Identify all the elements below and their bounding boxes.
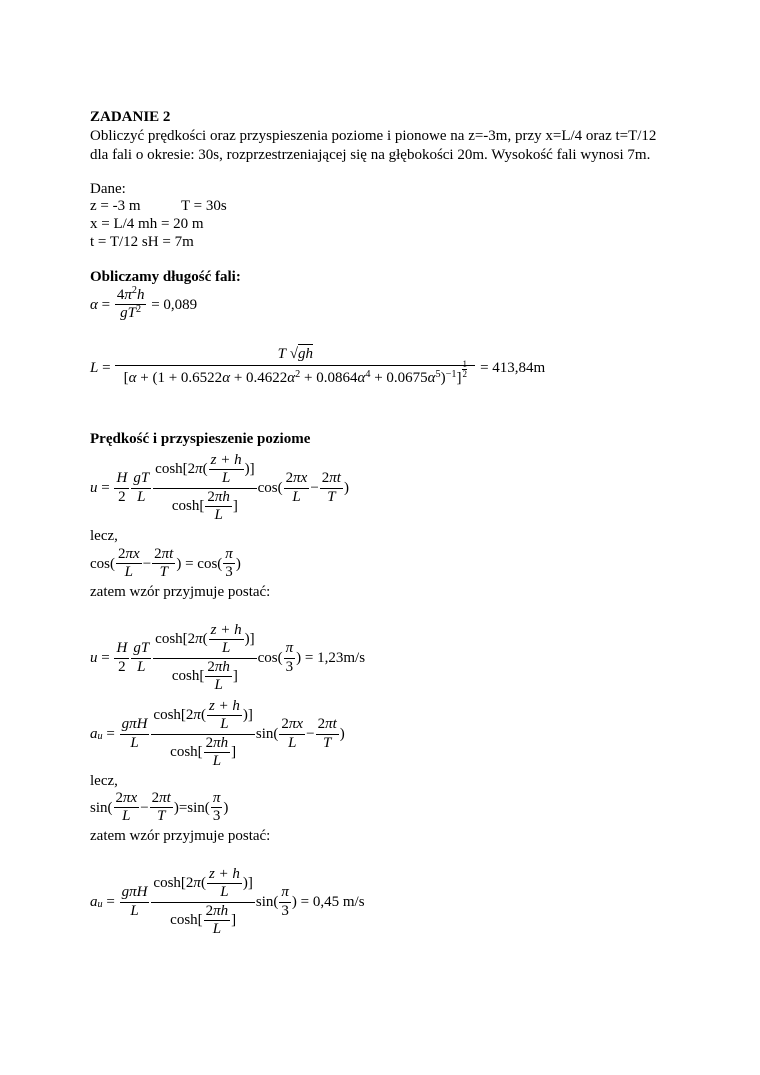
wavelength-result: = 413,84m [480,359,546,376]
given-header: Dane: [90,181,126,197]
cos-identity: cos( $\frac{2\pi x}{L}$ − $\frac{2\pi t}{T}$ ) = cos( $\frac{\pi}{3}$ ) [90,546,241,581]
given-t-H: t = T/12 sH = 7m [90,234,194,250]
au-result: = 0,45 m/s [300,894,365,910]
intro-line-2: dla fali o okresie: 30s, rozprzestrzeniającej się na głębokości 20m. Wysokość fali wynosi 7m. [90,147,651,163]
u-formula: u = $\frac{H}{2}$ $\frac{gT}{L}$ cosh[2π( $\frac{z + h}{L}$ )] cosh[ $\frac{2\pi h}{L}$ ] cos( $\frac{2\pi x}{L}$ − $\frac{2\pi t}{T}$ ) [90,452,349,523]
lecz-1: lecz, [90,528,118,544]
zatem-2: zatem wzór przyjmuje postać: [90,828,271,844]
wavelength-equation: L = T √gh $[\alpha + (1 + 0.6522\alpha + 0.4622\alpha^2 + 0.0864\alpha^4 + 0.0675\alpha^5)^{-1}]$ $\frac{1}{2}$ = 413,84m [90,346,546,387]
u-result-formula: u = $\frac{H}{2}$ $\frac{gT}{L}$ cosh[2π( $\frac{z + h}{L}$ )] cosh[ $\frac{2\pi h}{L}$ ] cos( $\frac{\pi}{3}$ ) = 1,23m/s [90,622,366,693]
alpha-equation: α = $\frac{4\pi^2h}{gT^2}$ = 0,089 [90,285,198,322]
intro-line-1: Obliczyć prędkości oraz przyspieszenia poziome i pionowe na z=-3m, przy x=L/4 oraz t=T/12 [90,128,657,144]
alpha-result: = 0,089 [151,296,198,313]
au-result-formula: a u = $\frac{\text{gπH}}{L}$ cosh[2π( $\frac{z + h}{L}$ )] cosh[ $\frac{2\pi h}{L}$ ] sin( $\frac{\pi}{3}$ ) = 0,45 m/s [90,866,365,937]
u-result: = 1,23m/s [304,650,366,666]
given-x-h: x = L/4 mh = 20 m [90,216,204,232]
zatem-1: zatem wzór przyjmuje postać: [90,584,271,600]
given-z: z = -3 m [90,198,141,214]
lecz-2: lecz, [90,773,118,789]
section-horizontal: Prędkość i przyspieszenie poziome [90,431,311,447]
sin-identity: sin( $\frac{2\pi x}{L}$ − $\frac{2\pi t}{T}$ )=sin( $\frac{\pi}{3}$ ) [90,790,229,825]
given-T: T = 30s [181,198,227,214]
section-wavelength: Obliczamy długość fali: [90,269,241,285]
task-title: ZADANIE 2 [90,109,171,125]
au-formula: a u = $\frac{\text{gπH}}{L}$ cosh[2π( $\frac{z + h}{L}$ )] cosh[ $\frac{2\pi h}{L}$ ] sin( $\frac{2\pi x}{L}$ − $\frac{2\pi t}{T}$ ) [90,698,345,769]
